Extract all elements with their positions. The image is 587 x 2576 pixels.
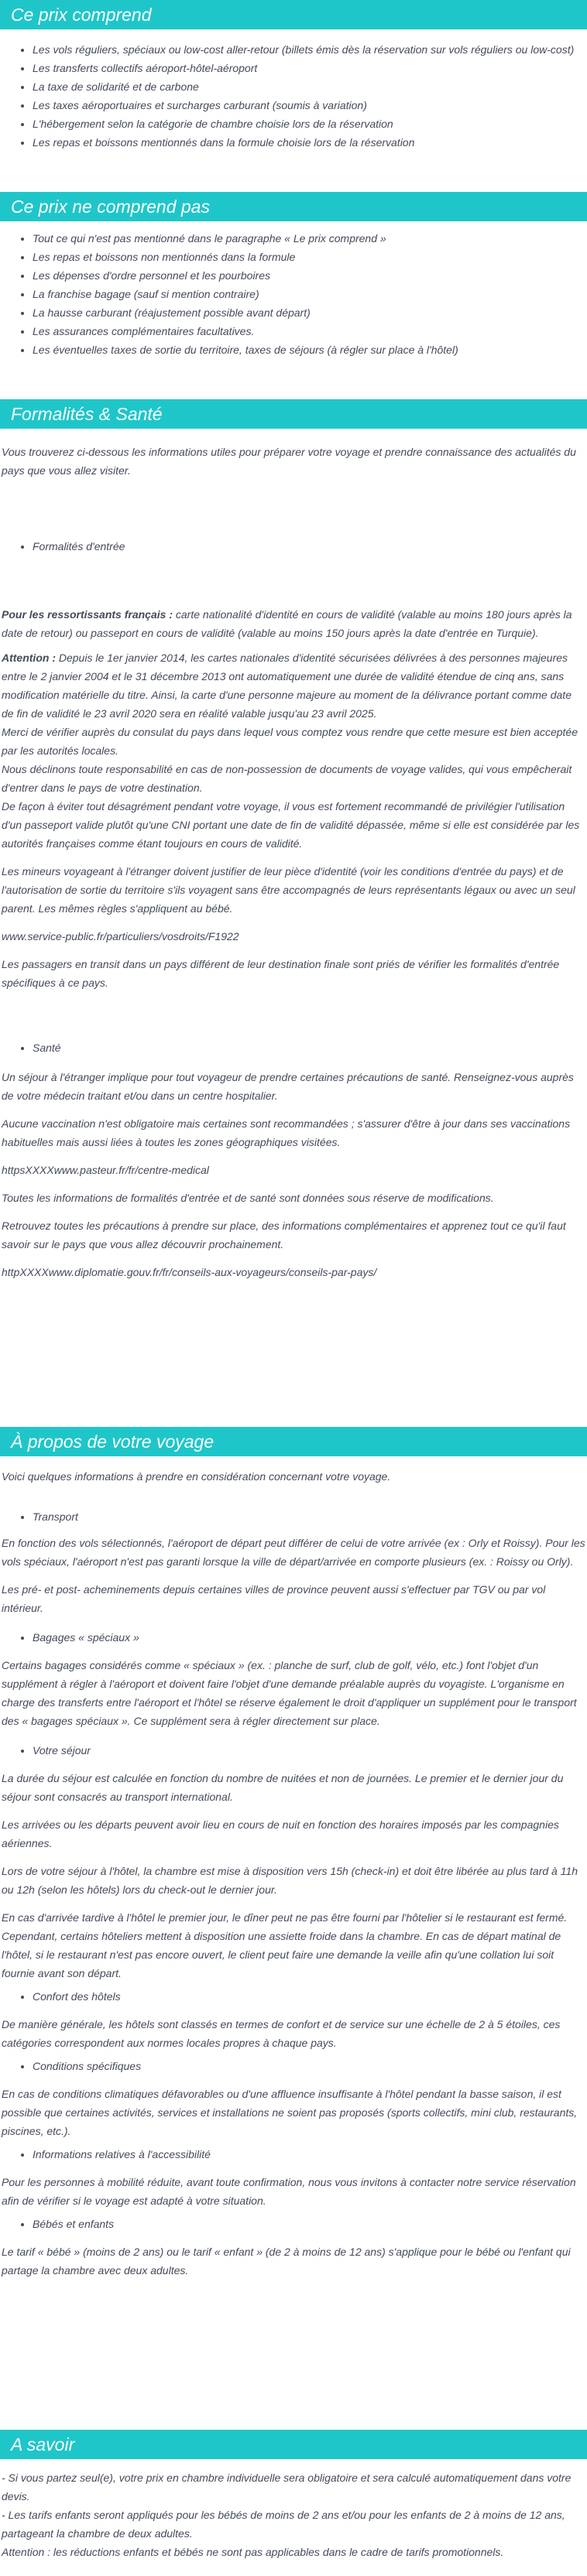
list-item: • Les éventuelles taxes de sortie du territoire, taxes de séjours (à régler sur place à l'hôtel) [33, 340, 587, 359]
hotel-comfort-heading: • Confort des hôtels [0, 1987, 587, 2006]
consulate-text: Merci de vérifier auprès du consulat du pays dans lequel vous comptez vous rendre que cette mesure est bien acceptée par les autorités locales. [2, 726, 578, 757]
health-intro-text: Un séjour à l'étranger implique pour tout voyageur de prendre certaines précautions de santé. Renseignez-vous auprès de votre médecin traitant et/ou dans un centre hospitalier. [2, 1071, 574, 1102]
transport-text-1: En fonction des vols sélectionnés, l'aéroport de départ peut différer de celui de votre arrivée (ex : Orly et Roissy). Pour les vols spéciaux, l'aéroport n'est pas garanti lorsque la ville de départ/arrivée en comporte plusieurs (ex. : Roissy ou Orly). [2, 1537, 585, 1568]
transit-text: Les passagers en transit dans un pays différent de leur destination finale sont priés de vérifier les formalités d'entrée spécifiques à ce pays. [2, 958, 560, 989]
stay-text-4: En cas d'arrivée tardive à l'hôtel le premier jour, le dîner peut ne pas être fourni par l'hôtelier si le restaurant est fermé. Cependant, certains hôteliers mettent à disposition une assiette froide dans la chambre. En cas de départ matinal de l'hôtel, si le restaurant n'est pas encore ouvert, le client peut faire une demande la veille afin qu'une collation lui soit fournie avant son départ. [2, 1911, 568, 1979]
section-title: Ce prix comprend [0, 0, 587, 29]
passport-advice-text: De façon à éviter tout désagrément pendant votre voyage, il vous est fortement recommandé de privilégier l'utilisation d'un passeport valide plutôt qu'une CNI portant une date de fin de validité dépassée, même si elle est considérée par les autorités françaises comme étant toujours en cours de validité. [2, 800, 580, 850]
list-item: • Tout ce qui n'est pas mentionné dans le paragraphe « Le prix comprend » [33, 229, 587, 248]
children-rates-text: - Les tarifs enfants seront appliqués pour les bébés de moins de 2 ans et/ou pour les enfants de 2 à moins de 12 ans, partageant la chambre de deux adultes. [2, 2509, 565, 2540]
stay-text-1: La durée du séjour est calculée en fonction du nombre de nuitées et non de journées. Le premier et le dernier jour du séjour sont consacrés au transport international. [2, 1772, 564, 1803]
list-item: • Les repas et boissons mentionnés dans la formule choisie lors de la réservation [33, 133, 587, 152]
stay-text-2: Les arrivées ou les départs peuvent avoir lieu en cours de nuit en fonction des horaires imposés par les compagnies aériennes. [2, 1818, 559, 1849]
trip-intro-text: Voici quelques informations à prendre en considération concernant votre voyage. [2, 1470, 391, 1483]
disclaimer-text: Toutes les informations de formalités d'entrée et de santé sont données sous réserve de modifications. [2, 1192, 494, 1204]
list-item: • La franchise bagage (sauf si mention contraire) [33, 285, 587, 303]
service-public-link[interactable]: www.service-public.fr/particuliers/vosdroits/F1922 [2, 930, 239, 942]
french-nationals-text: Pour les ressortissants français : carte nationalité d'identité en cours de validité (valable au moins 180 jours après la date de retour) ou passeport en cours de validité (valable au moins 150 jours après la date d'entrée en Turquie). [2, 608, 572, 639]
section-title: A savoir [0, 2430, 587, 2459]
babies-children-text: Le tarif « bébé » (moins de 2 ans) ou le tarif « enfant » (de 2 à moins de 12 ans) s'applique pour le bébé ou l'enfant qui partage la chambre avec deux adultes. [2, 2246, 571, 2277]
babies-children-heading: • Bébés et enfants [0, 2215, 587, 2233]
special-baggage-heading: • Bagages « spéciaux » [0, 1628, 587, 1647]
section-a-savoir [0, 2430, 587, 2561]
stay-text-3: Lors de votre séjour à l'hôtel, la chambre est mise à disposition vers 15h (check-in) et doit être libérée au plus tard à 11h ou 12h (selon les hôtels) lors du check-out le dernier jour. [2, 1865, 578, 1896]
section-title: Formalités & Santé [0, 399, 587, 429]
accessibility-heading: • Informations relatives à l'accessibilité [0, 2145, 587, 2164]
section-prix-ne-comprend-pas [0, 192, 587, 359]
hotel-comfort-text: De manière générale, les hôtels sont classés en termes de confort et de service sur une échelle de 2 à 5 étoiles, ces catégories correspondent aux normes locales propres à chaque pays. [2, 2018, 561, 2049]
responsibility-text: Nous déclinons toute responsabilité en cas de non-possession de documents de voyage valides, qui vous empêcherait d'entrer dans le pays de votre destination. [2, 763, 572, 794]
list-item: • La hausse carburant (réajustement possible avant départ) [33, 303, 587, 322]
included-list [0, 40, 587, 152]
special-baggage-text: Certains bagages considérés comme « spéciaux » (ex. : planche de surf, club de golf, vélo, etc.) font l'objet d'un supplément à régler à l'aéroport et doivent faire l'objet d'une demande préalable auprès du voyagiste. L'organisme en charge des transferts entre l'aéroport et l'hôtel se réserve également le droit d'appliquer un supplément pour le transport des « bagages spéciaux ». Ce supplément sera à régler directement sur place. [2, 1659, 577, 1727]
precautions-text: Retrouvez toutes les précautions à prendre sur place, des informations complémentaires et apprenez tout ce qu'il faut savoir sur le pays que vous allez découvrir prochainement. [2, 1220, 566, 1250]
section-prix-comprend [0, 0, 587, 152]
solo-traveler-text: - Si vous partez seul(e), votre prix en chambre individuelle sera obligatoire et sera calculé automatiquement dans votre devis. [2, 2472, 572, 2502]
health-heading: • Santé [0, 1038, 587, 1057]
section-title: Ce prix ne comprend pas [0, 192, 587, 221]
section-formalites-sante [0, 399, 587, 1281]
list-item: • La taxe de solidarité et de carbone [33, 77, 587, 96]
specific-conditions-heading: • Conditions spécifiques [0, 2057, 587, 2075]
transport-text-2: Les pré- et post- acheminements depuis certaines villes de province peuvent aussi s'effectuer par TGV ou par vol intérieur. [2, 1583, 546, 1614]
list-item: • Les vols réguliers, spéciaux ou low-cost aller-retour (billets émis dès la réservation sur vols réguliers ou low-cost) [33, 40, 587, 59]
list-item: • Les repas et boissons non mentionnés dans la formule [33, 248, 587, 266]
list-item: • Les assurances complémentaires facultatives. [33, 322, 587, 340]
accessibility-text: Pour les personnes à mobilité réduite, avant toute confirmation, nous vous invitons à contacter notre service réservation afin de vérifier si le voyage est adapté à votre situation. [2, 2176, 576, 2207]
pasteur-link[interactable]: httpsXXXXwww.pasteur.fr/fr/centre-medical [2, 1164, 209, 1176]
stay-heading: • Votre séjour [0, 1741, 587, 1760]
list-item: • L'hébergement selon la catégorie de chambre choisie lors de la réservation [33, 115, 587, 133]
transport-heading: • Transport [0, 1507, 587, 1526]
vaccination-text: Aucune vaccination n'est obligatoire mais certaines sont recommandées ; s'assurer d'être à jour dans ses vaccinations habituelles mais aussi liées à toutes les zones géographiques visitées. [2, 1117, 571, 1148]
section-title: À propos de votre voyage [0, 1427, 587, 1456]
list-item: • Les taxes aéroportuaires et surcharges carburant (soumis à variation) [33, 96, 587, 115]
specific-conditions-text: En cas de conditions climatiques défavorables ou d'une affluence insuffisante à l'hôtel pendant la basse saison, il est possible que certaines activités, services et installations ne soient pas proposés (sports collectifs, mini club, restaurants, piscines, etc.). [2, 2088, 578, 2137]
entry-formalities-heading: • Formalités d'entrée [0, 537, 587, 556]
list-item: • Les transferts collectifs aéroport-hôtel-aéroport [33, 59, 587, 77]
excluded-list [0, 229, 587, 359]
diplomatie-link[interactable]: httpXXXXwww.diplomatie.gouv.fr/fr/conseils-aux-voyageurs/conseils-par-pays/ [2, 1266, 377, 1278]
minors-text: Les mineurs voyageant à l'étranger doivent justifier de leur pièce d'identité (voir les conditions d'entrée du pays) et de l'autorisation de sortie du territoire s'ils voyagent sans être accompagnés de leurs représentants légaux ou avec un seul parent. Les mêmes règles s'appliquent au bébé. [2, 865, 575, 915]
reductions-warning-text: Attention : les réductions enfants et bébés ne sont pas applicables dans le cadre de tarifs promotionnels. [2, 2546, 504, 2558]
section-a-propos-voyage [0, 1427, 587, 2280]
list-item: • Les dépenses d'ordre personnel et les pourboires [33, 266, 587, 285]
attention-text: Attention : Depuis le 1er janvier 2014, les cartes nationales d'identité sécurisées délivrées à des personnes majeures entre le 2 janvier 2004 et le 31 décembre 2013 ont automatiquement une durée de validité étendue de cinq ans, sans modification matérielle du titre. Ainsi, la carte d'une personne majeure au moment de la délivrance portant comme date de fin de validité le 23 avril 2020 sera en réalité valable jusqu'au 23 avril 2025. [2, 652, 572, 720]
intro-text: Vous trouverez ci-dessous les informations utiles pour préparer votre voyage et prendre connaissance des actualités du pays que vous allez visiter. [2, 446, 576, 477]
